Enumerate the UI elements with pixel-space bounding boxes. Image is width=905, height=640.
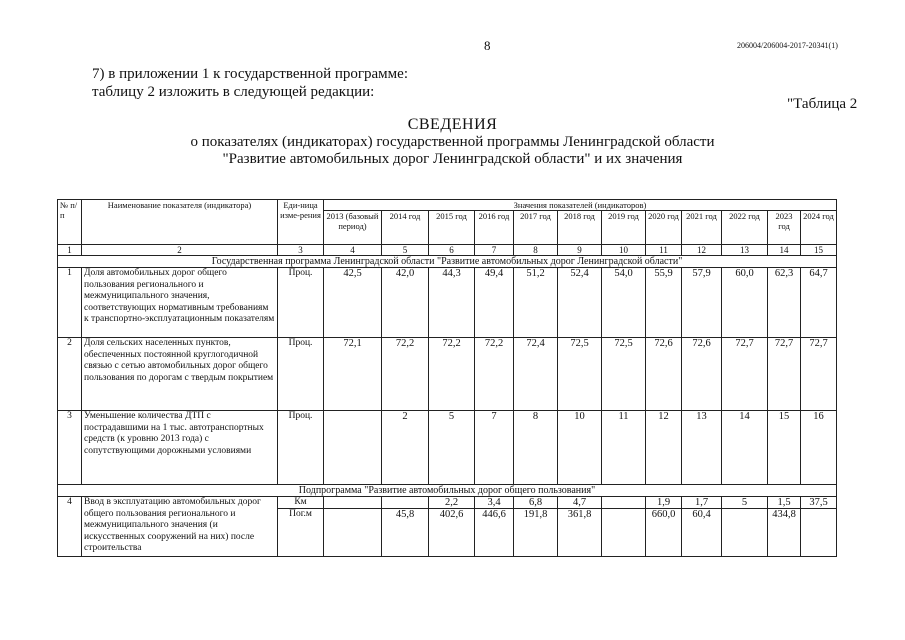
value-cell: 45,8 — [382, 509, 429, 557]
value-cell: 10 — [558, 411, 602, 485]
table-label: "Таблица 2 — [787, 96, 858, 112]
value-cell: 72,2 — [475, 338, 514, 411]
table-row — [58, 338, 837, 411]
header-row-1 — [58, 200, 837, 211]
value-cell: 72,1 — [324, 338, 382, 411]
value-cell: 13 — [682, 411, 722, 485]
value-cell: 1,5 — [768, 497, 801, 509]
column-number: 5 — [382, 245, 429, 256]
header-year: 2014 год — [382, 211, 429, 245]
header-unit: Еди-ница изме-рения — [278, 200, 324, 245]
column-number: 3 — [278, 245, 324, 256]
column-number: 2 — [82, 245, 278, 256]
value-cell — [602, 497, 646, 509]
value-cell: 72,6 — [646, 338, 682, 411]
row-number: 3 — [58, 411, 82, 485]
header-year: 2023 год — [768, 211, 801, 245]
intro-line-1: 7) в приложении 1 к государственной программе: — [92, 66, 408, 82]
value-cell: 72,7 — [768, 338, 801, 411]
value-cell — [801, 509, 837, 557]
value-cell: 72,5 — [558, 338, 602, 411]
value-cell: 1,9 — [646, 497, 682, 509]
value-cell: 5 — [429, 411, 475, 485]
table-row — [58, 411, 837, 485]
indicator-name: Уменьшение количества ДТП с пострадавшими на 1 тыс. автотранспортных средств (к уровню 2013 года) с сопутствующими дорожными условиями — [82, 411, 278, 485]
value-cell: 72,6 — [682, 338, 722, 411]
column-number: 12 — [682, 245, 722, 256]
indicator-name: Доля автомобильных дорог общего пользования регионального и межмуниципального значения, соответствующих нормативным требованиям к транспортно-эксплуатационным показателям — [82, 268, 278, 338]
header-year: 2013 (базовый период) — [324, 211, 382, 245]
value-cell: 3,4 — [475, 497, 514, 509]
value-cell — [324, 509, 382, 557]
indicator-name: Ввод в эксплуатацию автомобильных дорог общего пользования регионального и межмуниципального значения (и искусственных сооружений на них) после строительства — [82, 497, 278, 557]
table-row-km — [58, 497, 837, 509]
value-cell: 4,7 — [558, 497, 602, 509]
value-cell: 72,7 — [722, 338, 768, 411]
unit-km: Км — [278, 497, 324, 509]
header-year: 2016 год — [475, 211, 514, 245]
value-cell: 5 — [722, 497, 768, 509]
column-number: 8 — [514, 245, 558, 256]
value-cell: 60,4 — [682, 509, 722, 557]
value-cell: 72,7 — [801, 338, 837, 411]
document-subtitle-1: о показателях (индикаторах) государственной программы Ленинградской области — [190, 134, 715, 150]
value-cell: 14 — [722, 411, 768, 485]
value-cell: 72,4 — [514, 338, 558, 411]
value-cell: 2 — [382, 411, 429, 485]
unit-cell: Проц. — [278, 338, 324, 411]
indicators-table — [57, 199, 837, 557]
column-numbers-row — [58, 245, 837, 256]
indicator-name: Доля сельских населенных пунктов, обеспеченных постоянной круглогодичной связью с сетью автомобильных дорог общего пользования по дорогам с твердым покрытием — [82, 338, 278, 411]
document-title: СВЕДЕНИЯ — [407, 116, 498, 133]
header-name: Наименование показателя (индикатора) — [82, 200, 278, 245]
column-number: 10 — [602, 245, 646, 256]
column-number: 15 — [801, 245, 837, 256]
header-year: 2015 год — [429, 211, 475, 245]
value-cell: 1,7 — [682, 497, 722, 509]
unit-cell: Проц. — [278, 411, 324, 485]
value-cell: 55,9 — [646, 268, 682, 338]
section-row-2 — [58, 485, 837, 497]
value-cell — [722, 509, 768, 557]
column-number: 7 — [475, 245, 514, 256]
value-cell: 12 — [646, 411, 682, 485]
value-cell: 72,5 — [602, 338, 646, 411]
value-cell: 51,2 — [514, 268, 558, 338]
value-cell: 660,0 — [646, 509, 682, 557]
value-cell: 57,9 — [682, 268, 722, 338]
section-title-program: Государственная программа Ленинградской области "Развитие автомобильных дорог Ленинградской области" — [58, 256, 837, 268]
unit-cell: Проц. — [278, 268, 324, 338]
column-number: 1 — [58, 245, 82, 256]
header-year: 2018 год — [558, 211, 602, 245]
document-id: 206004/206004-2017-20341(1) — [737, 41, 838, 50]
row-number: 2 — [58, 338, 82, 411]
value-cell: 15 — [768, 411, 801, 485]
header-year: 2021 год — [682, 211, 722, 245]
value-cell: 52,4 — [558, 268, 602, 338]
value-cell: 16 — [801, 411, 837, 485]
value-cell: 434,8 — [768, 509, 801, 557]
value-cell: 72,2 — [382, 338, 429, 411]
intro-line-2: таблицу 2 изложить в следующей редакции: — [92, 84, 375, 100]
value-cell — [324, 411, 382, 485]
table-row — [58, 268, 837, 338]
value-cell: 402,6 — [429, 509, 475, 557]
column-number: 6 — [429, 245, 475, 256]
column-number: 14 — [768, 245, 801, 256]
column-number: 13 — [722, 245, 768, 256]
section-title-subprogram: Подпрограмма "Развитие автомобильных дорог общего пользования" — [58, 485, 837, 497]
header-year: 2020 год — [646, 211, 682, 245]
row-number: 4 — [58, 497, 82, 557]
value-cell: 8 — [514, 411, 558, 485]
value-cell: 64,7 — [801, 268, 837, 338]
unit-pogm: Пог.м — [278, 509, 324, 557]
document-subtitle-2: "Развитие автомобильных дорог Ленинградской области" и их значения — [222, 151, 683, 167]
value-cell — [324, 497, 382, 509]
value-cell: 72,2 — [429, 338, 475, 411]
value-cell: 361,8 — [558, 509, 602, 557]
value-cell: 446,6 — [475, 509, 514, 557]
value-cell: 54,0 — [602, 268, 646, 338]
value-cell: 7 — [475, 411, 514, 485]
header-no: № п/п — [58, 200, 82, 245]
value-cell: 44,3 — [429, 268, 475, 338]
value-cell — [602, 509, 646, 557]
value-cell: 60,0 — [722, 268, 768, 338]
header-values-group: Значения показателей (индикаторов) — [324, 200, 837, 211]
column-number: 11 — [646, 245, 682, 256]
value-cell: 2,2 — [429, 497, 475, 509]
header-year: 2024 год — [801, 211, 837, 245]
header-year: 2019 год — [602, 211, 646, 245]
value-cell: 42,5 — [324, 268, 382, 338]
column-number: 9 — [558, 245, 602, 256]
value-cell: 191,8 — [514, 509, 558, 557]
column-number: 4 — [324, 245, 382, 256]
header-year: 2017 год — [514, 211, 558, 245]
section-row-1 — [58, 256, 837, 268]
value-cell: 42,0 — [382, 268, 429, 338]
value-cell — [382, 497, 429, 509]
row-number: 1 — [58, 268, 82, 338]
value-cell: 6,8 — [514, 497, 558, 509]
page-number: 8 — [484, 38, 491, 53]
value-cell: 11 — [602, 411, 646, 485]
value-cell: 49,4 — [475, 268, 514, 338]
value-cell: 37,5 — [801, 497, 837, 509]
value-cell: 62,3 — [768, 268, 801, 338]
header-year: 2022 год — [722, 211, 768, 245]
